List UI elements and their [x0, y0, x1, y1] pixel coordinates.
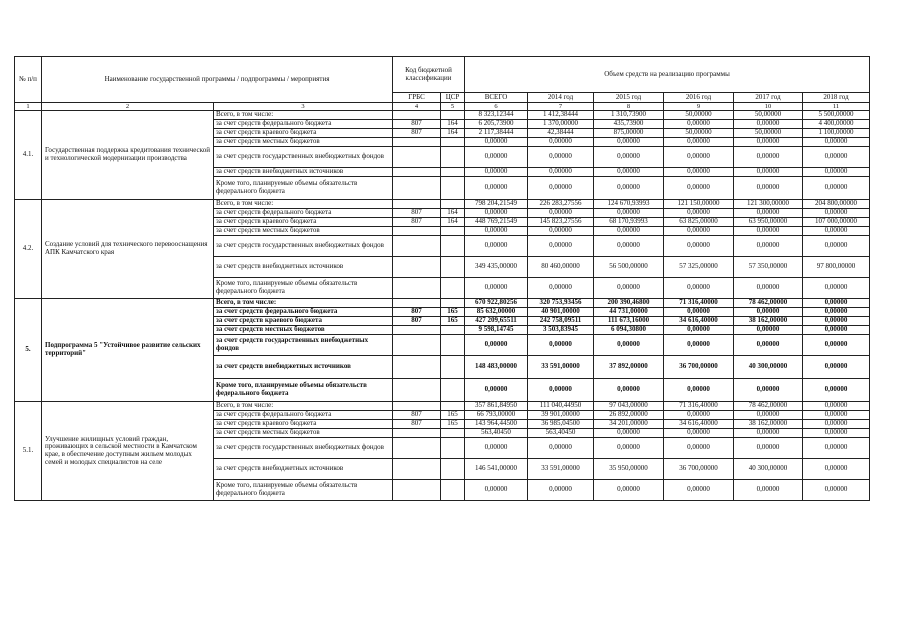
year-amount: 68 170,93993 — [594, 218, 664, 227]
funding-source-label: Кроме того, планируемые объемы обязательств федерального бюджета — [214, 177, 393, 200]
year-amount: 0,00000 — [734, 438, 803, 459]
table-header — [15, 57, 870, 111]
program-title: Государственная поддержка кредитования технической и технологической модернизации производства — [42, 111, 214, 200]
table-row — [15, 111, 870, 120]
column-index: 5 — [441, 103, 465, 111]
total-amount: 0,00000 — [465, 278, 528, 299]
csr-code — [441, 402, 465, 411]
year-amount: 0,00000 — [734, 168, 803, 177]
year-amount: 0,00000 — [664, 138, 734, 147]
grbs-code: 807 — [393, 411, 441, 420]
grbs-code — [393, 438, 441, 459]
column-index: 10 — [734, 103, 803, 111]
total-amount: 143 964,44500 — [465, 420, 528, 429]
csr-code — [441, 257, 465, 278]
csr-code — [441, 438, 465, 459]
year-amount: 56 500,00000 — [594, 257, 664, 278]
grbs-code: 807 — [393, 120, 441, 129]
year-amount: 0,00000 — [664, 308, 734, 317]
total-amount: 798 204,21549 — [465, 200, 528, 209]
year-amount: 0,00000 — [734, 379, 803, 402]
funding-source-label: за счет средств краевого бюджета — [214, 420, 393, 429]
csr-code: 165 — [441, 420, 465, 429]
year-amount: 34 201,00000 — [594, 420, 664, 429]
year-amount: 38 162,00000 — [734, 317, 803, 326]
year-amount: 0,00000 — [594, 227, 664, 236]
funding-source-label: за счет средств государственных внебюджетных фондов — [214, 236, 393, 257]
grbs-code — [393, 278, 441, 299]
total-amount: 0,00000 — [465, 209, 528, 218]
year-amount: 1 412,38444 — [528, 111, 594, 120]
column-index: 8 — [594, 103, 664, 111]
csr-code: 164 — [441, 129, 465, 138]
grbs-code — [393, 480, 441, 501]
year-amount: 39 901,00000 — [528, 411, 594, 420]
csr-code: 165 — [441, 317, 465, 326]
csr-code — [441, 480, 465, 501]
year-amount: 0,00000 — [664, 438, 734, 459]
year-amount: 107 000,00000 — [803, 218, 870, 227]
total-amount: 9 598,14745 — [465, 326, 528, 335]
grbs-code — [393, 236, 441, 257]
grbs-code — [393, 429, 441, 438]
year-amount: 0,00000 — [803, 147, 870, 168]
funding-source-label: за счет средств краевого бюджета — [214, 218, 393, 227]
year-amount: 40 901,00000 — [528, 308, 594, 317]
year-amount: 0,00000 — [803, 356, 870, 379]
year-amount: 0,00000 — [803, 227, 870, 236]
year-amount: 34 616,40000 — [664, 420, 734, 429]
year-amount: 0,00000 — [734, 278, 803, 299]
grbs-code — [393, 459, 441, 480]
year-amount: 78 462,00000 — [734, 402, 803, 411]
column-index: 1 — [15, 103, 42, 111]
year-amount: 33 591,00000 — [528, 356, 594, 379]
year-amount: 40 300,00000 — [734, 356, 803, 379]
year-amount: 0,00000 — [803, 429, 870, 438]
header-year: 2015 год — [594, 93, 664, 103]
year-amount: 71 316,40000 — [664, 402, 734, 411]
year-amount: 0,00000 — [803, 177, 870, 200]
year-amount: 0,00000 — [803, 411, 870, 420]
year-amount: 0,00000 — [734, 326, 803, 335]
year-amount: 0,00000 — [664, 147, 734, 168]
funding-source-label: за счет средств внебюджетных источников — [214, 168, 393, 177]
funding-source-label: за счет средств государственных внебюджетных фондов — [214, 147, 393, 168]
total-amount: 349 435,00000 — [465, 257, 528, 278]
budget-sheet — [14, 56, 870, 501]
year-amount: 1 310,73900 — [594, 111, 664, 120]
funding-source-label: за счет средств местных бюджетов — [214, 138, 393, 147]
year-amount: 121 300,00000 — [734, 200, 803, 209]
column-index-row — [15, 103, 870, 111]
column-index: 11 — [803, 103, 870, 111]
year-amount: 0,00000 — [594, 236, 664, 257]
grbs-code — [393, 257, 441, 278]
year-amount: 242 758,09511 — [528, 317, 594, 326]
year-amount: 0,00000 — [664, 177, 734, 200]
total-amount: 8 323,12344 — [465, 111, 528, 120]
year-amount: 0,00000 — [528, 138, 594, 147]
year-amount: 204 800,00000 — [803, 200, 870, 209]
funding-source-label: Всего, в том числе: — [214, 200, 393, 209]
year-amount: 0,00000 — [664, 227, 734, 236]
total-amount: 0,00000 — [465, 480, 528, 501]
total-amount: 563,40450 — [465, 429, 528, 438]
year-amount: 0,00000 — [734, 138, 803, 147]
total-amount: 0,00000 — [465, 379, 528, 402]
total-amount: 0,00000 — [465, 227, 528, 236]
year-amount: 0,00000 — [803, 138, 870, 147]
header-year: 2017 год — [734, 93, 803, 103]
item-number: 4.1. — [15, 111, 42, 200]
csr-code: 165 — [441, 308, 465, 317]
year-amount: 200 390,46800 — [594, 299, 664, 308]
year-amount: 42,38444 — [528, 129, 594, 138]
year-amount: 0,00000 — [664, 168, 734, 177]
funding-source-label: Кроме того, планируемые объемы обязательств федерального бюджета — [214, 480, 393, 501]
year-amount: 0,00000 — [594, 379, 664, 402]
year-amount: 0,00000 — [803, 278, 870, 299]
total-amount: 148 483,00000 — [465, 356, 528, 379]
grbs-code — [393, 326, 441, 335]
header-year: 2016 год — [664, 93, 734, 103]
grbs-code — [393, 379, 441, 402]
year-amount: 0,00000 — [528, 438, 594, 459]
grbs-code — [393, 335, 441, 356]
csr-code — [441, 278, 465, 299]
header-grbs: ГРБС — [393, 93, 441, 103]
year-amount: 0,00000 — [734, 209, 803, 218]
year-amount: 37 892,00000 — [594, 356, 664, 379]
grbs-code: 807 — [393, 129, 441, 138]
year-amount: 50,00000 — [664, 129, 734, 138]
year-amount: 1 100,00000 — [803, 129, 870, 138]
year-amount: 0,00000 — [734, 147, 803, 168]
funding-source-label: Всего, в том числе: — [214, 111, 393, 120]
year-amount: 0,00000 — [664, 335, 734, 356]
item-number: 4.2. — [15, 200, 42, 299]
column-index: 6 — [465, 103, 528, 111]
grbs-code — [393, 227, 441, 236]
total-amount: 6 205,73900 — [465, 120, 528, 129]
year-amount: 36 985,04500 — [528, 420, 594, 429]
year-amount: 124 670,93993 — [594, 200, 664, 209]
year-amount: 0,00000 — [594, 429, 664, 438]
header-csr: ЦСР — [441, 93, 465, 103]
year-amount: 0,00000 — [664, 379, 734, 402]
funding-source-label: за счет средств краевого бюджета — [214, 129, 393, 138]
year-amount: 0,00000 — [528, 278, 594, 299]
year-amount: 0,00000 — [664, 411, 734, 420]
total-amount: 427 209,65511 — [465, 317, 528, 326]
year-amount: 0,00000 — [803, 236, 870, 257]
year-amount: 44 731,00000 — [594, 308, 664, 317]
total-amount: 357 861,84950 — [465, 402, 528, 411]
year-amount: 0,00000 — [803, 459, 870, 480]
year-amount: 34 616,40000 — [664, 317, 734, 326]
column-index: 9 — [664, 103, 734, 111]
total-amount: 0,00000 — [465, 168, 528, 177]
total-amount: 0,00000 — [465, 236, 528, 257]
grbs-code: 807 — [393, 218, 441, 227]
csr-code — [441, 356, 465, 379]
column-index: 2 — [42, 103, 214, 111]
csr-code: 164 — [441, 209, 465, 218]
year-amount: 33 591,00000 — [528, 459, 594, 480]
year-amount: 226 283,27556 — [528, 200, 594, 209]
csr-code — [441, 200, 465, 209]
table-row — [15, 200, 870, 209]
csr-code — [441, 335, 465, 356]
csr-code — [441, 227, 465, 236]
year-amount: 0,00000 — [594, 177, 664, 200]
year-amount: 0,00000 — [664, 326, 734, 335]
funding-source-label: Кроме того, планируемые объемы обязательств федерального бюджета — [214, 379, 393, 402]
funding-source-label: Всего, в том числе: — [214, 402, 393, 411]
year-amount: 0,00000 — [803, 335, 870, 356]
funding-source-label: за счет средств краевого бюджета — [214, 317, 393, 326]
program-title: Подпрограмма 5 "Устойчивое развитие сельских территорий" — [42, 299, 214, 402]
column-index: 3 — [214, 103, 393, 111]
grbs-code — [393, 138, 441, 147]
year-amount: 0,00000 — [664, 480, 734, 501]
year-amount: 0,00000 — [528, 227, 594, 236]
item-number: 5.1. — [15, 402, 42, 501]
header-total: ВСЕГО — [465, 93, 528, 103]
year-amount: 0,00000 — [803, 326, 870, 335]
year-amount: 0,00000 — [803, 402, 870, 411]
year-amount: 50,00000 — [734, 111, 803, 120]
csr-code — [441, 147, 465, 168]
table-row — [15, 299, 870, 308]
year-amount: 50,00000 — [734, 129, 803, 138]
year-amount: 0,00000 — [528, 168, 594, 177]
year-amount: 121 150,00000 — [664, 200, 734, 209]
year-amount: 0,00000 — [594, 438, 664, 459]
year-amount: 80 460,00000 — [528, 257, 594, 278]
grbs-code — [393, 299, 441, 308]
year-amount: 0,00000 — [803, 168, 870, 177]
year-amount: 0,00000 — [594, 138, 664, 147]
year-amount: 0,00000 — [734, 411, 803, 420]
grbs-code: 807 — [393, 308, 441, 317]
grbs-code — [393, 177, 441, 200]
year-amount: 0,00000 — [734, 177, 803, 200]
grbs-code: 807 — [393, 209, 441, 218]
funding-source-label: за счет средств внебюджетных источников — [214, 356, 393, 379]
funding-source-label: за счет средств внебюджетных источников — [214, 257, 393, 278]
year-amount: 0,00000 — [803, 209, 870, 218]
year-amount: 0,00000 — [594, 168, 664, 177]
csr-code — [441, 326, 465, 335]
year-amount: 0,00000 — [664, 429, 734, 438]
year-amount: 875,00000 — [594, 129, 664, 138]
total-amount: 0,00000 — [465, 138, 528, 147]
year-amount: 3 503,83945 — [528, 326, 594, 335]
grbs-code — [393, 147, 441, 168]
item-number: 5. — [15, 299, 42, 402]
header-name: Наименование государственной программы / подпрограммы / мероприятия — [42, 57, 393, 103]
year-amount: 0,00000 — [528, 177, 594, 200]
year-amount: 0,00000 — [734, 429, 803, 438]
year-amount: 97 043,00000 — [594, 402, 664, 411]
program-title: Улучшение жилищных условий граждан, проживающих в сельской местности в Камчатском крае, в обеспечение доступным жильем молодых семей и молодых специалистов на селе — [42, 402, 214, 501]
year-amount: 63 825,00000 — [664, 218, 734, 227]
total-amount: 0,00000 — [465, 147, 528, 168]
year-amount: 0,00000 — [528, 209, 594, 218]
year-amount: 26 892,00000 — [594, 411, 664, 420]
year-amount: 0,00000 — [528, 480, 594, 501]
funding-source-label: за счет средств местных бюджетов — [214, 326, 393, 335]
year-amount: 0,00000 — [803, 308, 870, 317]
funding-source-label: Кроме того, планируемые объемы обязательств федерального бюджета — [214, 278, 393, 299]
total-amount: 0,00000 — [465, 438, 528, 459]
total-amount: 0,00000 — [465, 335, 528, 356]
year-amount: 4 400,00000 — [803, 120, 870, 129]
year-amount: 0,00000 — [594, 147, 664, 168]
year-amount: 63 950,00000 — [734, 218, 803, 227]
year-amount: 0,00000 — [664, 209, 734, 218]
year-amount: 71 316,40000 — [664, 299, 734, 308]
total-amount: 2 117,38444 — [465, 129, 528, 138]
funding-source-label: за счет средств федерального бюджета — [214, 308, 393, 317]
csr-code — [441, 379, 465, 402]
grbs-code — [393, 402, 441, 411]
year-amount: 0,00000 — [528, 379, 594, 402]
year-amount: 35 950,00000 — [594, 459, 664, 480]
year-amount: 0,00000 — [803, 299, 870, 308]
total-amount: 66 793,00000 — [465, 411, 528, 420]
year-amount: 40 300,00000 — [734, 459, 803, 480]
funding-source-label: за счет средств местных бюджетов — [214, 227, 393, 236]
grbs-code — [393, 200, 441, 209]
year-amount: 111 673,16000 — [594, 317, 664, 326]
funding-source-label: за счет средств федерального бюджета — [214, 411, 393, 420]
csr-code — [441, 138, 465, 147]
csr-code — [441, 459, 465, 480]
funding-source-label: Всего, в том числе: — [214, 299, 393, 308]
year-amount: 0,00000 — [803, 317, 870, 326]
year-amount: 145 823,27556 — [528, 218, 594, 227]
year-amount: 0,00000 — [803, 379, 870, 402]
csr-code: 164 — [441, 218, 465, 227]
total-amount: 146 541,00000 — [465, 459, 528, 480]
year-amount: 0,00000 — [734, 308, 803, 317]
year-amount: 1 370,00000 — [528, 120, 594, 129]
year-amount: 36 700,00000 — [664, 356, 734, 379]
year-amount: 0,00000 — [664, 278, 734, 299]
csr-code — [441, 111, 465, 120]
grbs-code: 807 — [393, 317, 441, 326]
csr-code — [441, 299, 465, 308]
funding-source-label: за счет средств федерального бюджета — [214, 120, 393, 129]
grbs-code: 807 — [393, 420, 441, 429]
csr-code — [441, 236, 465, 257]
csr-code — [441, 429, 465, 438]
year-amount: 36 700,00000 — [664, 459, 734, 480]
year-amount: 0,00000 — [664, 236, 734, 257]
year-amount: 0,00000 — [528, 335, 594, 356]
header-budget-code: Код бюджетной классификации — [393, 57, 465, 93]
total-amount: 85 632,00000 — [465, 308, 528, 317]
grbs-code — [393, 111, 441, 120]
year-amount: 0,00000 — [594, 209, 664, 218]
csr-code: 165 — [441, 411, 465, 420]
year-amount: 0,00000 — [528, 147, 594, 168]
header-year: 2014 год — [528, 93, 594, 103]
year-amount: 38 162,00000 — [734, 420, 803, 429]
year-amount: 435,73900 — [594, 120, 664, 129]
header-number: № п/п — [15, 57, 42, 103]
year-amount: 0,00000 — [734, 120, 803, 129]
year-amount: 0,00000 — [734, 227, 803, 236]
funding-source-label: за счет средств государственных внебюджетных фондов — [214, 335, 393, 356]
year-amount: 563,40450 — [528, 429, 594, 438]
year-amount: 97 800,00000 — [803, 257, 870, 278]
year-amount: 320 753,93456 — [528, 299, 594, 308]
csr-code: 164 — [441, 120, 465, 129]
total-amount: 448 769,21549 — [465, 218, 528, 227]
year-amount: 0,00000 — [803, 420, 870, 429]
year-amount: 50,00000 — [664, 111, 734, 120]
funding-source-label: за счет средств государственных внебюджетных фондов — [214, 438, 393, 459]
year-amount: 5 500,00000 — [803, 111, 870, 120]
year-amount: 0,00000 — [803, 438, 870, 459]
year-amount: 78 462,00000 — [734, 299, 803, 308]
csr-code — [441, 177, 465, 200]
year-amount: 0,00000 — [734, 480, 803, 501]
csr-code — [441, 168, 465, 177]
funding-source-label: за счет средств местных бюджетов — [214, 429, 393, 438]
year-amount: 0,00000 — [803, 480, 870, 501]
year-amount: 0,00000 — [594, 335, 664, 356]
year-amount: 57 325,00000 — [664, 257, 734, 278]
total-amount: 0,00000 — [465, 177, 528, 200]
table-body — [15, 111, 870, 501]
table-row — [15, 402, 870, 411]
budget-table — [14, 56, 870, 501]
year-amount: 0,00000 — [664, 120, 734, 129]
total-amount: 670 922,80256 — [465, 299, 528, 308]
grbs-code — [393, 168, 441, 177]
funding-source-label: за счет средств внебюджетных источников — [214, 459, 393, 480]
year-amount: 0,00000 — [734, 236, 803, 257]
year-amount: 0,00000 — [594, 278, 664, 299]
column-index: 7 — [528, 103, 594, 111]
header-volume: Объем средств на реализацию программы — [465, 57, 870, 93]
column-index: 4 — [393, 103, 441, 111]
year-amount: 57 350,00000 — [734, 257, 803, 278]
year-amount: 0,00000 — [734, 335, 803, 356]
grbs-code — [393, 356, 441, 379]
program-title: Создание условий для технического перевооснащения АПК Камчатского края — [42, 200, 214, 299]
year-amount: 6 094,30800 — [594, 326, 664, 335]
year-amount: 111 040,44950 — [528, 402, 594, 411]
header-year: 2018 год — [803, 93, 870, 103]
year-amount: 0,00000 — [528, 236, 594, 257]
funding-source-label: за счет средств федерального бюджета — [214, 209, 393, 218]
year-amount: 0,00000 — [594, 480, 664, 501]
